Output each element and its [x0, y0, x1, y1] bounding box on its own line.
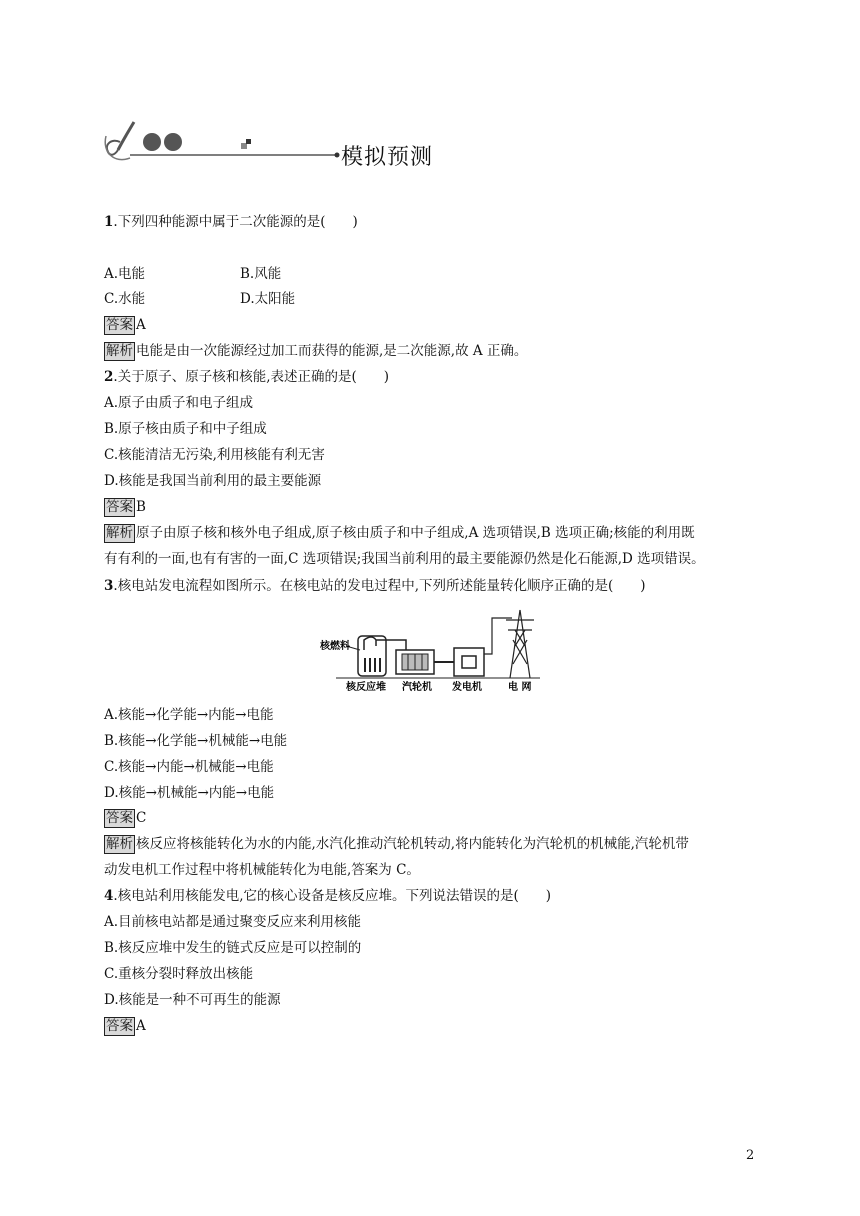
section-header — [100, 112, 460, 172]
answer-value: B — [136, 499, 146, 515]
option-b: B.原子核由质子和中子组成 — [104, 421, 267, 437]
option-c: C.核能→内能→机械能→电能 — [104, 759, 274, 775]
analysis-row — [104, 835, 689, 854]
answer-label: 答案 — [106, 1018, 133, 1034]
analysis-row — [104, 524, 695, 543]
figure-label-fuel: 核燃料 — [320, 641, 350, 652]
answer-label: 答案 — [106, 810, 133, 826]
question-number: 2 — [104, 369, 114, 385]
answer-value: C — [136, 810, 147, 826]
analysis-text: 核反应将核能转化为水的内能,水汽化推动汽轮机转动,将内能转化为汽轮机的机械能,汽轮机带 — [136, 836, 689, 852]
option-b: B.核能→化学能→机械能→电能 — [104, 733, 288, 749]
answer-value: A — [136, 1018, 146, 1034]
question-text: .核电站利用核能发电,它的核心设备是核反应堆。下列说法错误的是( ) — [113, 888, 552, 904]
option-a: A.原子由质子和电子组成 — [104, 395, 254, 411]
reactor-icon — [358, 636, 386, 676]
power-plant-figure — [316, 606, 542, 696]
option-c: C.核能清洁无污染,利用核能有利无害 — [104, 447, 325, 463]
option-a: A.目前核电站都是通过聚变反应来利用核能 — [104, 914, 362, 930]
analysis-text-cont: 动发电机工作过程中将机械能转化为电能,答案为 C。 — [104, 862, 420, 878]
question-number: 1 — [104, 214, 114, 230]
question-3-stem — [104, 577, 646, 595]
option-b: B.风能 — [240, 266, 282, 282]
analysis-text-cont: 有有利的一面,也有有害的一面,C 选项错误;我国当前利用的最主要能源仍然是化石能源,D 选项错误。 — [104, 551, 705, 567]
option-a: A.电能 — [104, 266, 146, 282]
option-c: C.重核分裂时释放出核能 — [104, 966, 254, 982]
analysis-label: 解析 — [106, 525, 133, 541]
option-c: C.水能 — [104, 291, 146, 307]
page-number: 2 — [746, 1148, 755, 1163]
option-d: D.核能是我国当前利用的最主要能源 — [104, 473, 322, 489]
question-number: 3 — [104, 578, 114, 594]
figure-label-grid: 电 网 — [508, 682, 532, 693]
answer-row — [104, 809, 146, 828]
question-4-stem — [104, 887, 551, 905]
question-text: .下列四种能源中属于二次能源的是( ) — [113, 214, 358, 230]
question-2-stem — [104, 368, 389, 386]
answer-label: 答案 — [106, 317, 133, 333]
question-text: .核电站发电流程如图所示。在核电站的发电过程中,下列所述能量转化顺序正确的是( ) — [113, 578, 646, 594]
question-number: 4 — [104, 888, 114, 904]
analysis-row — [104, 342, 527, 361]
answer-row — [104, 316, 146, 335]
power-grid-icon — [506, 610, 534, 678]
figure-label-turbine: 汽轮机 — [402, 682, 432, 693]
analysis-label: 解析 — [106, 343, 133, 359]
question-1-stem — [104, 213, 358, 231]
answer-row — [104, 498, 146, 517]
option-b: B.核反应堆中发生的链式反应是可以控制的 — [104, 940, 362, 956]
answer-row — [104, 1017, 146, 1036]
option-d: D.核能→机械能→内能→电能 — [104, 785, 275, 801]
section-title: 模拟预测 — [341, 145, 434, 170]
option-d: D.太阳能 — [240, 291, 296, 307]
power-plant-diagram — [316, 606, 542, 696]
analysis-label: 解析 — [106, 836, 133, 852]
option-a: A.核能→化学能→内能→电能 — [104, 707, 274, 723]
figure-label-reactor: 核反应堆 — [346, 682, 386, 693]
analysis-text: 原子由原子核和核外电子组成,原子核由质子和中子组成,A 选项错误,B 选项正确;核能的利用既 — [136, 525, 695, 541]
analysis-text: 电能是由一次能源经过加工而获得的能源,是二次能源,故 A 正确。 — [136, 343, 528, 359]
question-text: .关于原子、原子核和核能,表述正确的是( ) — [113, 369, 390, 385]
figure-label-generator: 发电机 — [452, 682, 482, 693]
option-d: D.核能是一种不可再生的能源 — [104, 992, 281, 1008]
option-row — [104, 265, 145, 283]
answer-value: A — [136, 317, 146, 333]
answer-label: 答案 — [106, 499, 133, 515]
